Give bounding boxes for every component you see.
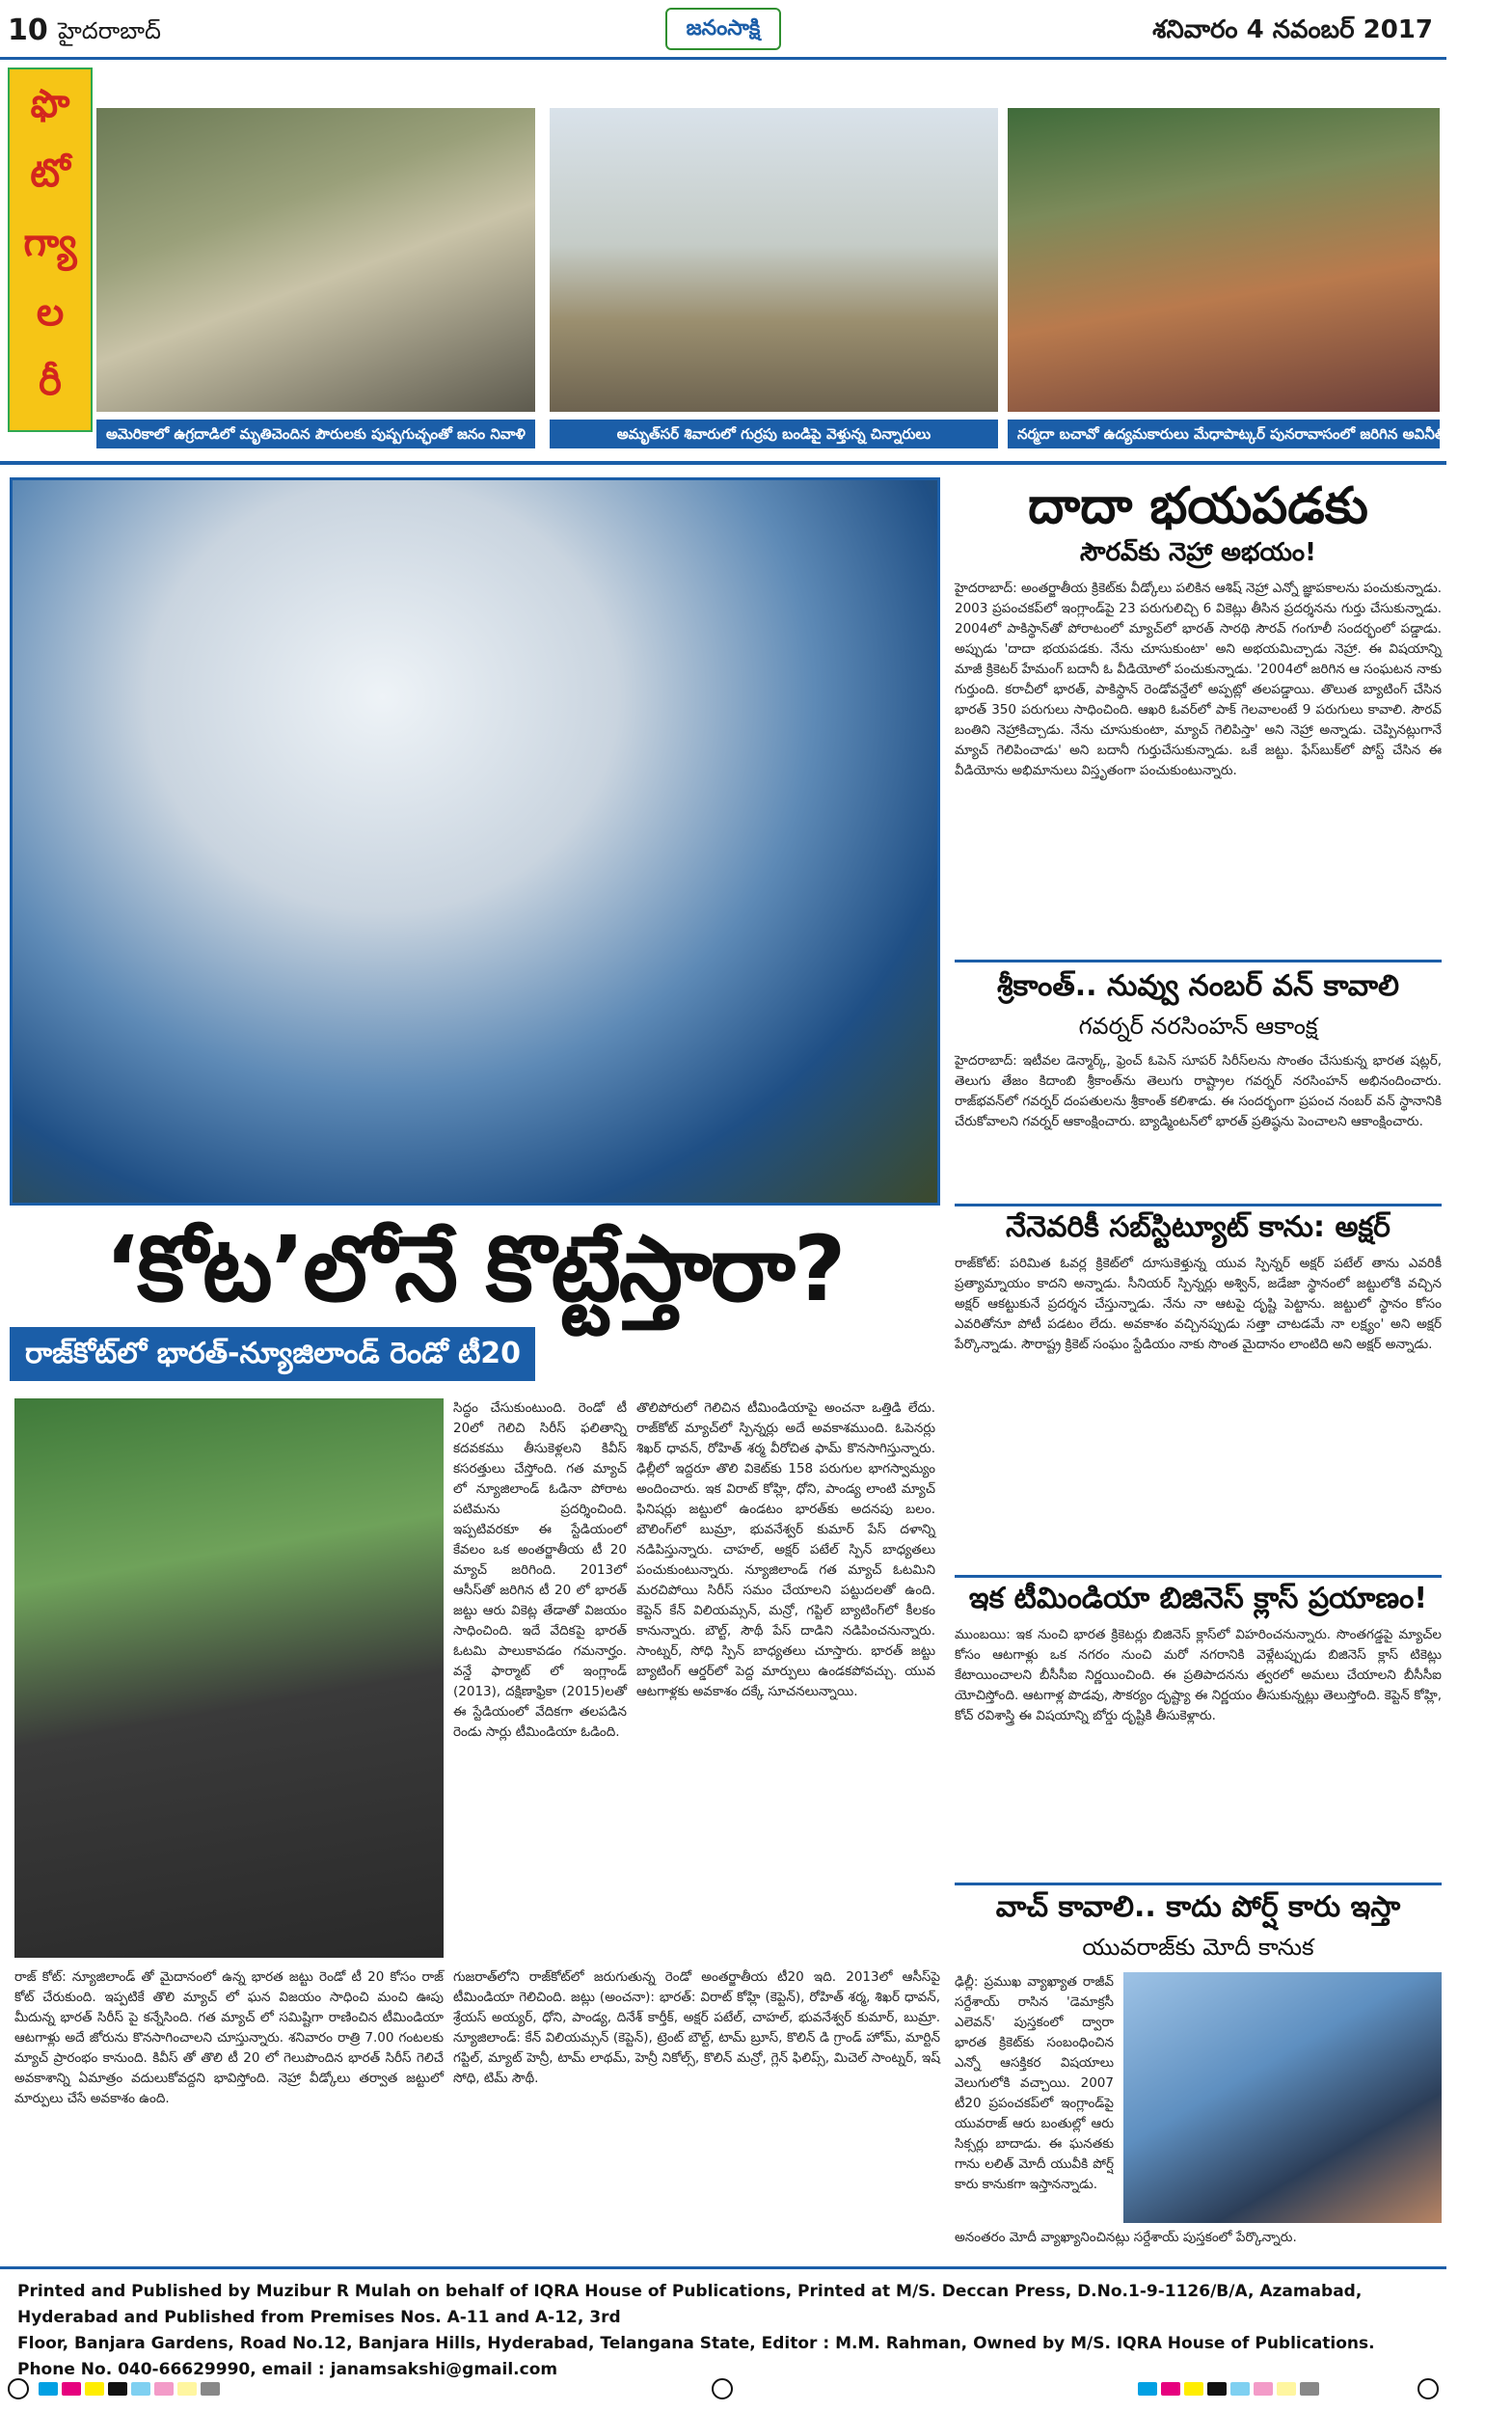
photo-gallery-tag (8, 68, 93, 432)
story-body: ఢిల్లీ: ప్రముఖ వ్యాఖ్యాత రాజీవ్ సర్దేశాయ్ రాసిన 'డెమాక్రసీ ఎలెవన్' పుస్తకంలో ద్వారా భారత క్రికెట్‌కు సంబంధించిన ఎన్నో ఆసక్తికర విషయాలు వెలుగులోకి వచ్చాయి. 2007 టీ20 ప్రపంచకప్‌లో ఇంగ్లాండ్‌పై యువరాజ్ ఆరు బంతుల్లో ఆరు సిక్సర్లు బాదాడు. ఈ ఘనతకు గాను లలిత్ మోదీ యువీకి పోర్ష్ కారు కానుకగా ఇస్తానన్నాడు. (955, 1974, 1114, 2192)
gallery-photo-horse-cart (550, 108, 998, 412)
gallery-tag-letter: రీ (39, 360, 62, 404)
story-rule (955, 1575, 1442, 1578)
story-headline: శ్రీకాంత్.. నువ్వు నంబర్ వన్ కావాలి (996, 969, 1399, 1003)
story-photo-yuvraj-modi (1123, 1972, 1442, 2223)
story-body: హైదరాబాద్: ఇటీవల డెన్మార్క్, ఫ్రెంచ్ ఓపెన్ సూపర్ సిరీస్‌లను సొంతం చేసుకున్న భారత షట్లర్, తెలుగు తేజం కిదాంబి శ్రీకాంత్‌ను తెలుగు రాష్ట్రాల గవర్నర్ నరసింహన్ అభినందించారు. రాజ్‌భవన్‌లో గవర్నర్ దంపతులను శ్రీకాంత్ కలిశాడు. ఈ సందర్భంగా ప్రపంచ నంబర్ వన్ స్థానానికి చేరుకోవాలని గవర్నర్ ఆకాంక్షించారు. బ్యాడ్మింటన్‌లో భారత్ ప్రతిష్ఠను పెంచాలని ఆకాంక్షించారు. (955, 1053, 1442, 1129)
story-subhead: యువరాజ్‌కు మోదీ కానుక (1082, 1934, 1314, 1961)
page-number: 10 (8, 14, 48, 47)
lead-body-column: సిద్ధం చేసుకుంటుంది. రెండో టీ 20లో గెలిచి సిరీస్ ఫలితాన్ని కదవకము తీసుకెళ్లలని కివీస్ కసరత్తులు చేస్తోంది. గత మ్యాచ్ లో న్యూజిలాండ్ ఓడినా పోరాట పటిమను ప్రదర్శించింది. ఇప్పటివరకూ ఈ స్టేడియంలో కేవలం ఒక అంతర్జాతీయ టీ 20 మ్యాచ్ జరిగింది. 2013లో ఆసీస్‌తో జరిగిన టీ 20 లో భారత్ జట్టు ఆరు వికెట్ల తేడాతో విజయం సాధించింది. ఇదే వేదికపై భారత్ ఓటమి పాలుకావడం గమనార్హం. వన్డే ఫార్మాట్ లో ఇంగ్లాండ్ (2013), దక్షిణాఫ్రికా (2015)లతో ఈ స్టేడియంలో వేదికగా తలపడిన రెండు సార్లు టీమిండియా ఓడింది. (453, 1400, 627, 1740)
story-body: ముంబయి: ఇక నుంచి భారత క్రికెటర్లు బిజినెస్ క్లాస్‌లో విహరించనున్నారు. సొంతగడ్డపై మ్యాచ్‌ల కోసం ఆటగాళ్లు ఒక నగరం నుంచి మరో నగరానికి వెళ్లేటప్పుడు బిజినెస్ క్లాస్ టికెట్లు కేటాయించాలని బీసీసీఐ నిర్ణయించింది. ఈ ప్రతిపాదనను త్వరలో అమలు చేయాలని బీసీసీఐ యోచిస్తోంది. ఆటగాళ్ల పొడవు, సౌకర్యం దృష్ట్యా ఈ నిర్ణయం తీసుకున్నట్లు తెలుస్తోంది. కెప్టెన్ కోహ్లి, కోచ్ రవిశాస్త్రి ఈ విషయాన్ని బోర్డు దృష్టికి తీసుకెళ్లారు. (955, 1627, 1442, 1723)
story-subhead: సౌరవ్‌కు నెహ్రా అభయం! (1080, 538, 1316, 567)
page-header (0, 0, 1446, 60)
gallery-tag-letter: ఫొ (30, 82, 70, 126)
story-subhead: గవర్నర్ నరసింహన్ ఆకాంక్ష (1078, 1013, 1318, 1040)
lead-subhead: రాజ్‌కోట్‌లో భారత్-న్యూజిలాండ్ రెండో టీ20 (10, 1327, 535, 1381)
lead-body-column: తొలిపోరులో గెలిచిన టీమిండియాపై అంచనా ఒత్తిడి లేదు. రాజ్‌కోట్ మ్యాచ్‌లో స్పిన్నర్లు అదే అవకాశముంది. ఓపెనర్లు శిఖర్ ధావన్, రోహిత్ శర్మ వీరోచిత ఫామ్ కొనసాగిస్తున్నారు. ఢిల్లీలో ఇద్దరూ తొలి వికెట్‌కు 158 పరుగుల భాగస్వామ్యం అందించారు. ఇక విరాట్ కోహ్లి, ధోని, పాండ్య లాంటి మ్యాచ్ ఫినిషర్లు జట్టులో ఉండటం భారత్‌కు అదనపు బలం. బౌలింగ్‌లో బుమ్రా, భువనేశ్వర్ కుమార్ పేస్ దళాన్ని నడిపిస్తున్నారు. చాహల్, అక్షర్ పటేల్ స్పిన్ బాధ్యతలు పంచుకుంటున్నారు. న్యూజిలాండ్ గత మ్యాచ్ ఓటమిని మరచిపోయి సిరీస్ సమం చేయాలని పట్టుదలతో ఉంది. కెప్టెన్ కేన్ విలియమ్సన్, మన్రో, గప్టిల్ బ్యాటింగ్‌లో కీలకం కానున్నారు. బౌల్ట్, సౌథీ పేస్ దాడిని నడిపించనున్నారు. సాంట్నర్, సోధి స్పిన్ బాధ్యతలు చూస్తారు. భారత్ జట్టు బ్యాటింగ్ ఆర్డర్‌లో పెద్ద మార్పులు ఉండకపోవచ్చు. యువ ఆటగాళ్లకు అవకాశం దక్కే సూచనలున్నాయి. (636, 1400, 935, 1699)
gallery-photo-tribute (96, 108, 535, 412)
masthead-logo: జనంసాక్షి (665, 8, 781, 50)
imprint-line: Printed and Published by Muzibur R Mulah on behalf of IQRA House of Publications, Printed at M/S. Deccan Press, D.No.1-9-1126/B/A, Azamabad, Hyderabad and Published from Premises Nos. A-11 and A-12, 3rd (17, 2282, 1363, 2327)
lead-photo-team-india (10, 477, 940, 1206)
story-body: హైదరాబాద్: అంతర్జాతీయ క్రికెట్‌కు వీడ్కోలు పలికిన ఆశిష్ నెహ్రా ఎన్నో జ్ఞాపకాలను పంచుకున్నాడు. 2003 ప్రపంచకప్‌లో ఇంగ్లాండ్‌పై 23 పరుగులిచ్చి 6 వికెట్లు తీసిన ప్రదర్శనను గుర్తు చేసుకున్నాడు. 2004లో పాకిస్థాన్‌తో పోరాటంలో మ్యాచ్‌లో భారత్ సారథి సౌరవ్ గంగూలీ సందర్భంలో పడ్డాడు. అప్పుడు 'దాదా భయపడకు. నేను చూసుకుంటా' అని అభయమిచ్చాడు నెహ్రా. ఈ విషయాన్ని మాజీ క్రికెటర్ హేమంగ్ బదానీ ఓ వీడియోలో పంచుకున్నాడు. '2004లో జరిగిన ఆ సంఘటన నాకు గుర్తుంది. కరాచీలో భారత్, పాకిస్థాన్ రెండోవన్డేలో అప్పట్లో తలపడ్డాయి. తొలుత బ్యాటింగ్ చేసిన భారత్ 350 పరుగులు సాధించింది. ఆఖరి ఓవర్‌లో పాక్ గెలవాలంటే 9 పరుగులు కావాలి. సౌరవ్ బంతిని నెహ్రాకిచ్చాడు. నేను చూసుకుంటా, మ్యాచ్ గెలిపిస్తా' అని నెహ్రా అన్నాడు. చెప్పినట్లుగానే మ్యాచ్ గెలిపించాడు' అని బదానీ గుర్తుచేసుకున్నాడు. ఒకే జట్టు. ఫేస్‌బుక్‌లో పోస్ట్ చేసిన ఈ వీడియోను అభిమానులు విస్తృతంగా పంచుకుంటున్నారు. (955, 581, 1442, 778)
edition-city: హైదరాబాద్ (58, 17, 161, 44)
gallery-tag-letter: ల (36, 290, 65, 335)
gallery-caption: నర్మదా బచావో ఉద్యమకారులు మేధాపాట్కర్ పునరావాసంలో జరిగిన అవినీతిపై ఆందోళన (1008, 420, 1440, 448)
registration-mark-icon (712, 2378, 733, 2399)
gallery-caption: అమృత్‌సర్ శివారులో గుర్రపు బండిపై వెళ్తున్న చిన్నారులు (550, 420, 998, 448)
gallery-tag-letter: గ్యా (23, 221, 77, 265)
color-registration-bar (1138, 2382, 1319, 2396)
gallery-caption: అమెరికాలో ఉగ్రదాడిలో మృతిచెందిన పౌరులకు పుష్పగుచ్ఛంతో జనం నివాళి (96, 420, 535, 448)
story-body: రాజ్‌కోట్: పరిమిత ఓవర్ల క్రికెట్‌లో దూసుకెళ్తున్న యువ స్పిన్నర్ అక్షర్ పటేల్ తాను ఎవరికీ ప్రత్యామ్నాయం కాదని అన్నాడు. సీనియర్ స్పిన్నర్లు అశ్విన్, జడేజా స్థానంలో జట్టులోకి వచ్చిన అక్షర్ ఆకట్టుకునే ప్రదర్శన చేస్తున్నాడు. నేను నా ఆటపై దృష్టి పెట్టాను. జట్టులో స్థానం కోసం ఎవరితోనూ పోటీ పడటం లేదు. అవకాశం వచ్చినప్పుడు సత్తా చాటడమే నా లక్ష్యం' అని అక్షర్ పేర్కొన్నాడు. సౌరాష్ట్ర క్రికెట్ సంఘం స్టేడియం నాకు సొంత మైదానం లాంటిది అని అక్షర్ అన్నాడు. (955, 1256, 1442, 1352)
story-headline: దాదా భయపడకు (1028, 477, 1368, 535)
gallery-tag-letter: టో (30, 151, 70, 196)
registration-mark-icon (1418, 2378, 1439, 2399)
section-divider (0, 461, 1446, 465)
story-body: అనంతరం మోదీ వ్యాఖ్యానించినట్లు సర్దేశాయ్ పుస్తకంలో పేర్కొన్నారు. (955, 2230, 1297, 2245)
color-registration-bar (39, 2382, 220, 2396)
lead-body-column: గుజరాత్‌లోని రాజ్‌కోట్‌లో జరుగుతున్న రెండో అంతర్జాతీయ టీ20 ఇది. 2013లో ఆసీస్‌పై టీమిండియా గెలిచింది. జట్లు (అంచనా): భారత్: విరాట్ కోహ్లి (కెప్టెన్), రోహిత్ శర్మ, శిఖర్ ధావన్, శ్రేయస్ అయ్యర్, ధోని, పాండ్య, దినేశ్ కార్తీక్, అక్షర్ పటేల్, చాహల్, భువనేశ్వర్ కుమార్, బుమ్రా. న్యూజిలాండ్: కేన్ విలియమ్సన్ (కెప్టెన్), ట్రెంట్ బౌల్ట్, టామ్ బ్రూస్, కొలిన్ డి గ్రాండ్ హోమ్, మార్టిన్ గప్టిల్, మ్యాట్ హెన్రీ, టామ్ లాథమ్, హెన్రీ నికోల్స్, కొలిన్ మన్రో, గ్లెన్ ఫిలిప్స్, మిచెల్ సాంట్నర్, ఇష్ సోధి, టిమ్ సౌథీ. (453, 1969, 940, 2086)
registration-mark-icon (8, 2378, 29, 2399)
lead-headline: ‘కోట’లోనే కొట్టేస్తారా? (104, 1217, 845, 1322)
story-rule (955, 960, 1442, 962)
story-headline: నేనెవరికీ సబ్‌స్టిట్యూట్ కాను: అక్షర్ (1006, 1210, 1390, 1244)
issue-date: శనివారం 4 నవంబర్ 2017 (1152, 15, 1433, 44)
imprint-footer (0, 2266, 1446, 2379)
story-headline: ఇక టీమిండియా బిజినెస్ క్లాస్ ప్రయాణం! (968, 1582, 1428, 1615)
story-rule (955, 1204, 1442, 1206)
lead-photo-williamson (14, 1398, 444, 1958)
lead-body-column: రాజ్ కోట్: న్యూజిలాండ్ తో మైదానంలో ఉన్న భారత జట్టు రెండో టీ 20 కోసం రాజ్ కోట్ చేరుకుంది. ఇప్పటికే తొలి మ్యాచ్ లో ఘన విజయం సాధించి మంచి ఊపు మీదున్న భారత్ సిరీస్ పై కన్నేసింది. గత మ్యాచ్ లో సమిష్టిగా రాణించిన టీమిండియా ఆటగాళ్లు అదే జోరును కొనసాగించాలని చూస్తున్నారు. శనివారం రాత్రి 7.00 గంటలకు మ్యాచ్ ప్రారంభం కానుంది. కివీస్ తో తొలి టీ 20 లో గెలుపొందిన భారత్ సిరీస్ గెలిచే అవకాశాన్ని ఏమాత్రం వదులుకోవద్దని భావిస్తోంది. నెహ్రా వీడ్కోలు తర్వాత జట్టులో మార్పులు చేసే అవకాశం ఉంది. (14, 1969, 444, 2106)
imprint-line: Floor, Banjara Gardens, Road No.12, Banjara Hills, Hyderabad, Telangana State, Editor : M.M. Rahman, Owned by M/S. IQRA House of Publications. Phone No. 040-66629990, email : janamsakshi@gmail.com (17, 2334, 1375, 2379)
gallery-photo-protest (1008, 108, 1440, 412)
story-headline: వాచ్ కావాలి.. కాదు పోర్ష్ కారు ఇస్తా (995, 1890, 1401, 1924)
story-rule (955, 1883, 1442, 1885)
